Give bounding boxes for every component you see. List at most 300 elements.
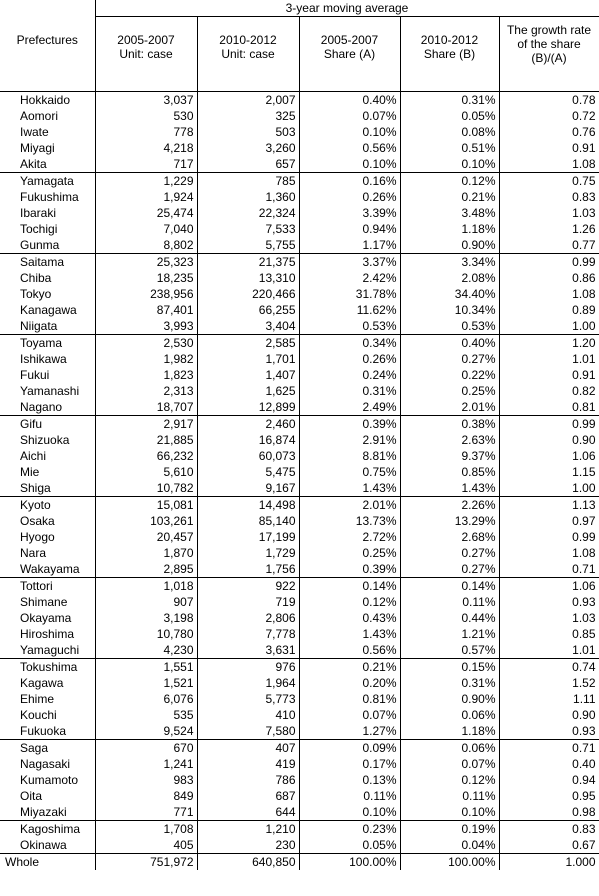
cell-share-b: 0.27% [400, 351, 499, 367]
cell-growth-rate: 0.95 [499, 788, 599, 804]
cell-share-b: 3.48% [400, 205, 499, 221]
cell-growth-rate: 0.86 [499, 270, 599, 286]
cell-share-a: 0.23% [299, 821, 400, 838]
cell-cases-2010: 12,899 [197, 399, 299, 416]
cell-growth-rate: 0.90 [499, 707, 599, 723]
table-row [0, 237, 599, 254]
cell-name: Saitama [0, 254, 95, 271]
cell-name: Ehime [0, 691, 95, 707]
col-header-share-a [299, 17, 400, 92]
cell-share-a: 0.31% [299, 383, 400, 399]
cell-cases-2005: 1,823 [95, 367, 197, 383]
cell-cases-2010: 230 [197, 837, 299, 854]
cell-cases-2010: 922 [197, 578, 299, 595]
cell-cases-2005: 535 [95, 707, 197, 723]
col-header-share-b-line2: Share (B) [423, 47, 476, 61]
cell-share-b: 1.18% [400, 221, 499, 237]
cell-cases-2005: 21,885 [95, 432, 197, 448]
cell-share-a: 0.34% [299, 335, 400, 352]
table-row [0, 189, 599, 205]
table-row [0, 140, 599, 156]
cell-growth-rate: 0.91 [499, 367, 599, 383]
cell-cases-2010: 5,755 [197, 237, 299, 254]
cell-name: Kyoto [0, 497, 95, 514]
table-row [0, 221, 599, 237]
cell-cases-2005: 1,924 [95, 189, 197, 205]
cell-name: Tochigi [0, 221, 95, 237]
cell-name: Ibaraki [0, 205, 95, 221]
cell-name: Nara [0, 545, 95, 561]
table-row [0, 659, 599, 676]
cell-cases-2010: 2,585 [197, 335, 299, 352]
cell-cases-2010: 21,375 [197, 254, 299, 271]
cell-cases-2005: 18,235 [95, 270, 197, 286]
cell-cases-2010: 786 [197, 772, 299, 788]
cell-cases-2010: 1,625 [197, 383, 299, 399]
cell-share-b: 0.10% [400, 156, 499, 173]
table-row [0, 173, 599, 190]
cell-share-b: 0.85% [400, 464, 499, 480]
cell-growth-rate: 0.74 [499, 659, 599, 676]
cell-share-a: 0.25% [299, 545, 400, 561]
table-row [0, 626, 599, 642]
cell-growth-rate: 1.20 [499, 335, 599, 352]
cell-share-a: 13.73% [299, 513, 400, 529]
cell-cases-2005: 2,895 [95, 561, 197, 578]
cell-share-a: 2.42% [299, 270, 400, 286]
table-row [0, 513, 599, 529]
cell-name: Kouchi [0, 707, 95, 723]
cell-cases-2005: 530 [95, 108, 197, 124]
cell-cases-2005: 849 [95, 788, 197, 804]
col-header-share-b-line1: 2010-2012 [420, 33, 479, 47]
cell-cases-2010: 5,475 [197, 464, 299, 480]
table-row [0, 723, 599, 740]
table-row [0, 642, 599, 659]
table-row [0, 156, 599, 173]
cell-cases-2010: 2,460 [197, 416, 299, 433]
total-cell-cases-2010: 640,850 [197, 854, 299, 871]
cell-share-b: 0.06% [400, 707, 499, 723]
table-row [0, 335, 599, 352]
cell-name: Mie [0, 464, 95, 480]
cell-cases-2005: 10,780 [95, 626, 197, 642]
table-row [0, 124, 599, 140]
cell-name: Kagoshima [0, 821, 95, 838]
cell-cases-2005: 20,457 [95, 529, 197, 545]
cell-cases-2010: 1,210 [197, 821, 299, 838]
cell-growth-rate: 0.99 [499, 254, 599, 271]
col-header-share-a-line2: Share (A) [323, 47, 376, 61]
table-row [0, 383, 599, 399]
table-row [0, 740, 599, 757]
cell-name: Iwate [0, 124, 95, 140]
table-row [0, 399, 599, 416]
col-header-cases-2010-line1: 2010-2012 [219, 33, 277, 47]
cell-growth-rate: 1.13 [499, 497, 599, 514]
table-row [0, 416, 599, 433]
cell-share-a: 1.27% [299, 723, 400, 740]
cell-growth-rate: 1.03 [499, 610, 599, 626]
cell-cases-2005: 670 [95, 740, 197, 757]
cell-cases-2005: 4,218 [95, 140, 197, 156]
cell-share-b: 0.31% [400, 92, 499, 109]
cell-name: Yamanashi [0, 383, 95, 399]
cell-cases-2010: 22,324 [197, 205, 299, 221]
cell-growth-rate: 0.98 [499, 804, 599, 821]
cell-growth-rate: 1.08 [499, 545, 599, 561]
table-row [0, 302, 599, 318]
cell-share-b: 2.08% [400, 270, 499, 286]
col-header-share-b [400, 17, 499, 92]
table-row [0, 529, 599, 545]
cell-name: Hokkaido [0, 92, 95, 109]
cell-cases-2005: 18,707 [95, 399, 197, 416]
cell-cases-2010: 17,199 [197, 529, 299, 545]
cell-name: Wakayama [0, 561, 95, 578]
cell-name: Gifu [0, 416, 95, 433]
table-row [0, 318, 599, 335]
cell-cases-2005: 87,401 [95, 302, 197, 318]
cell-share-b: 0.90% [400, 691, 499, 707]
cell-share-b: 0.10% [400, 804, 499, 821]
cell-share-a: 3.39% [299, 205, 400, 221]
total-cell-growth-rate: 1.000 [499, 854, 599, 871]
cell-growth-rate: 0.90 [499, 432, 599, 448]
cell-share-a: 0.53% [299, 318, 400, 335]
total-cell-cases-2005: 751,972 [95, 854, 197, 871]
cell-growth-rate: 0.93 [499, 594, 599, 610]
cell-share-a: 0.07% [299, 707, 400, 723]
table-row [0, 545, 599, 561]
table-row [0, 707, 599, 723]
cell-share-b: 1.18% [400, 723, 499, 740]
cell-cases-2005: 2,313 [95, 383, 197, 399]
cell-cases-2005: 405 [95, 837, 197, 854]
cell-cases-2005: 2,530 [95, 335, 197, 352]
cell-share-b: 0.40% [400, 335, 499, 352]
cell-name: Chiba [0, 270, 95, 286]
cell-share-a: 0.11% [299, 788, 400, 804]
cell-name: Fukui [0, 367, 95, 383]
cell-cases-2010: 1,964 [197, 675, 299, 691]
cell-name: Kagawa [0, 675, 95, 691]
cell-share-a: 2.49% [299, 399, 400, 416]
cell-name: Shizuoka [0, 432, 95, 448]
cell-share-b: 2.63% [400, 432, 499, 448]
col-header-growth-rate [499, 17, 599, 92]
cell-name: Aomori [0, 108, 95, 124]
cell-share-b: 0.15% [400, 659, 499, 676]
cell-name: Akita [0, 156, 95, 173]
table-row [0, 108, 599, 124]
cell-name: Okinawa [0, 837, 95, 854]
cell-share-b: 1.43% [400, 480, 499, 497]
cell-share-b: 3.34% [400, 254, 499, 271]
cell-share-b: 0.44% [400, 610, 499, 626]
cell-cases-2005: 238,956 [95, 286, 197, 302]
cell-name: Oita [0, 788, 95, 804]
cell-share-b: 34.40% [400, 286, 499, 302]
col-header-cases-2005 [95, 17, 197, 92]
cell-share-b: 10.34% [400, 302, 499, 318]
cell-growth-rate: 0.40 [499, 756, 599, 772]
cell-cases-2005: 10,782 [95, 480, 197, 497]
cell-cases-2010: 220,466 [197, 286, 299, 302]
cell-cases-2005: 907 [95, 594, 197, 610]
cell-name: Tokyo [0, 286, 95, 302]
cell-cases-2010: 16,874 [197, 432, 299, 448]
cell-share-a: 0.75% [299, 464, 400, 480]
cell-growth-rate: 1.52 [499, 675, 599, 691]
cell-cases-2010: 3,404 [197, 318, 299, 335]
cell-name: Gunma [0, 237, 95, 254]
cell-growth-rate: 1.01 [499, 642, 599, 659]
cell-name: Kumamoto [0, 772, 95, 788]
table-row [0, 561, 599, 578]
col-header-share-a-line1: 2005-2007 [320, 33, 379, 47]
cell-growth-rate: 0.81 [499, 399, 599, 416]
col-header-prefectures: Prefectures [0, 17, 95, 92]
cell-share-b: 2.01% [400, 399, 499, 416]
cell-growth-rate: 1.26 [499, 221, 599, 237]
cell-cases-2005: 778 [95, 124, 197, 140]
cell-cases-2005: 1,982 [95, 351, 197, 367]
table-row [0, 610, 599, 626]
cell-growth-rate: 1.08 [499, 156, 599, 173]
cell-share-b: 0.27% [400, 545, 499, 561]
col-header-cases-2005-line1: 2005-2007 [117, 33, 175, 47]
cell-growth-rate: 0.67 [499, 837, 599, 854]
cell-growth-rate: 0.93 [499, 723, 599, 740]
total-row [0, 854, 599, 871]
total-cell-name: Whole [0, 854, 95, 871]
cell-cases-2005: 5,610 [95, 464, 197, 480]
cell-share-a: 0.40% [299, 92, 400, 109]
cell-name: Miyagi [0, 140, 95, 156]
cell-growth-rate: 0.97 [499, 513, 599, 529]
cell-cases-2010: 976 [197, 659, 299, 676]
table-row [0, 675, 599, 691]
table-row [0, 788, 599, 804]
cell-share-b: 0.51% [400, 140, 499, 156]
total-cell-share-b: 100.00% [400, 854, 499, 871]
cell-cases-2005: 1,551 [95, 659, 197, 676]
cell-cases-2005: 15,081 [95, 497, 197, 514]
cell-share-a: 2.01% [299, 497, 400, 514]
cell-share-b: 0.11% [400, 788, 499, 804]
cell-cases-2010: 9,167 [197, 480, 299, 497]
cell-share-a: 1.43% [299, 626, 400, 642]
cell-cases-2010: 719 [197, 594, 299, 610]
cell-growth-rate: 1.00 [499, 318, 599, 335]
cell-cases-2010: 1,407 [197, 367, 299, 383]
cell-share-b: 0.14% [400, 578, 499, 595]
cell-growth-rate: 0.99 [499, 529, 599, 545]
cell-name: Osaka [0, 513, 95, 529]
cell-cases-2005: 1,708 [95, 821, 197, 838]
cell-share-b: 0.08% [400, 124, 499, 140]
table-row [0, 821, 599, 838]
cell-share-b: 0.57% [400, 642, 499, 659]
table-row [0, 254, 599, 271]
cell-growth-rate: 0.91 [499, 140, 599, 156]
col-header-growth-rate-line1: The growth rate [506, 23, 592, 37]
cell-growth-rate: 0.85 [499, 626, 599, 642]
cell-cases-2005: 3,993 [95, 318, 197, 335]
cell-name: Hiroshima [0, 626, 95, 642]
cell-cases-2010: 85,140 [197, 513, 299, 529]
cell-cases-2005: 2,917 [95, 416, 197, 433]
cell-growth-rate: 0.99 [499, 416, 599, 433]
table-row [0, 756, 599, 772]
table-row [0, 92, 599, 109]
cell-share-b: 0.12% [400, 772, 499, 788]
cell-growth-rate: 0.72 [499, 108, 599, 124]
cell-share-b: 13.29% [400, 513, 499, 529]
col-header-cases-2010-line2: Unit: case [221, 47, 275, 61]
cell-share-a: 1.43% [299, 480, 400, 497]
cell-cases-2005: 717 [95, 156, 197, 173]
table-row [0, 691, 599, 707]
cell-share-a: 0.26% [299, 189, 400, 205]
cell-share-a: 0.14% [299, 578, 400, 595]
cell-cases-2005: 983 [95, 772, 197, 788]
cell-cases-2005: 1,241 [95, 756, 197, 772]
cell-name: Hyogo [0, 529, 95, 545]
cell-cases-2010: 1,756 [197, 561, 299, 578]
cell-name: Okayama [0, 610, 95, 626]
cell-cases-2010: 60,073 [197, 448, 299, 464]
cell-share-a: 0.21% [299, 659, 400, 676]
table-row [0, 432, 599, 448]
group-title: 3-year moving average [95, 0, 599, 17]
cell-growth-rate: 1.06 [499, 448, 599, 464]
cell-share-a: 0.94% [299, 221, 400, 237]
cell-name: Aichi [0, 448, 95, 464]
cell-cases-2010: 785 [197, 173, 299, 190]
cell-cases-2005: 6,076 [95, 691, 197, 707]
cell-share-a: 2.91% [299, 432, 400, 448]
cell-share-b: 0.19% [400, 821, 499, 838]
col-header-growth-rate-line3: (B)/(A) [531, 51, 567, 65]
cell-name: Ishikawa [0, 351, 95, 367]
cell-share-b: 2.68% [400, 529, 499, 545]
cell-share-a: 31.78% [299, 286, 400, 302]
cell-name: Yamagata [0, 173, 95, 190]
cell-share-b: 0.27% [400, 561, 499, 578]
cell-share-a: 0.05% [299, 837, 400, 854]
table-row [0, 772, 599, 788]
cell-share-b: 1.21% [400, 626, 499, 642]
cell-growth-rate: 0.94 [499, 772, 599, 788]
table-row [0, 497, 599, 514]
cell-share-b: 0.38% [400, 416, 499, 433]
cell-cases-2010: 7,533 [197, 221, 299, 237]
cell-growth-rate: 0.71 [499, 561, 599, 578]
cell-cases-2005: 25,474 [95, 205, 197, 221]
cell-share-a: 3.37% [299, 254, 400, 271]
cell-cases-2010: 657 [197, 156, 299, 173]
cell-growth-rate: 0.83 [499, 821, 599, 838]
cell-cases-2010: 14,498 [197, 497, 299, 514]
cell-growth-rate: 0.71 [499, 740, 599, 757]
table-row [0, 804, 599, 821]
table-row [0, 448, 599, 464]
cell-cases-2010: 3,260 [197, 140, 299, 156]
cell-growth-rate: 1.06 [499, 578, 599, 595]
cell-cases-2005: 103,261 [95, 513, 197, 529]
cell-cases-2010: 644 [197, 804, 299, 821]
cell-cases-2005: 66,232 [95, 448, 197, 464]
cell-cases-2005: 3,037 [95, 92, 197, 109]
cell-share-a: 0.81% [299, 691, 400, 707]
cell-share-a: 0.17% [299, 756, 400, 772]
cell-name: Saga [0, 740, 95, 757]
cell-name: Nagano [0, 399, 95, 416]
cell-share-a: 0.10% [299, 804, 400, 821]
cell-share-a: 2.72% [299, 529, 400, 545]
cell-growth-rate: 1.00 [499, 480, 599, 497]
cell-cases-2010: 1,729 [197, 545, 299, 561]
cell-share-a: 0.12% [299, 594, 400, 610]
cell-cases-2010: 410 [197, 707, 299, 723]
cell-cases-2010: 1,701 [197, 351, 299, 367]
cell-name: Yamaguchi [0, 642, 95, 659]
cell-cases-2010: 1,360 [197, 189, 299, 205]
cell-share-b: 0.31% [400, 675, 499, 691]
cell-share-b: 0.05% [400, 108, 499, 124]
total-cell-share-a: 100.00% [299, 854, 400, 871]
cell-share-a: 0.10% [299, 156, 400, 173]
cell-share-a: 0.09% [299, 740, 400, 757]
cell-cases-2010: 2,806 [197, 610, 299, 626]
cell-name: Nagasaki [0, 756, 95, 772]
cell-share-a: 0.10% [299, 124, 400, 140]
cell-share-a: 0.24% [299, 367, 400, 383]
cell-cases-2010: 687 [197, 788, 299, 804]
header-corner [0, 0, 95, 17]
cell-share-b: 0.06% [400, 740, 499, 757]
cell-name: Toyama [0, 335, 95, 352]
cell-share-b: 0.25% [400, 383, 499, 399]
cell-growth-rate: 0.76 [499, 124, 599, 140]
cell-share-a: 0.43% [299, 610, 400, 626]
cell-cases-2005: 771 [95, 804, 197, 821]
cell-cases-2005: 9,524 [95, 723, 197, 740]
cell-growth-rate: 1.11 [499, 691, 599, 707]
cell-share-b: 0.04% [400, 837, 499, 854]
cell-share-b: 9.37% [400, 448, 499, 464]
cell-share-b: 0.90% [400, 237, 499, 254]
cell-share-a: 0.20% [299, 675, 400, 691]
cell-cases-2005: 7,040 [95, 221, 197, 237]
cell-share-b: 0.21% [400, 189, 499, 205]
cell-cases-2010: 13,310 [197, 270, 299, 286]
cell-cases-2005: 3,198 [95, 610, 197, 626]
cell-share-a: 0.39% [299, 561, 400, 578]
table-row [0, 351, 599, 367]
cell-cases-2010: 503 [197, 124, 299, 140]
cell-share-a: 0.13% [299, 772, 400, 788]
table-row [0, 464, 599, 480]
table-row [0, 286, 599, 302]
cell-share-a: 8.81% [299, 448, 400, 464]
cell-growth-rate: 1.15 [499, 464, 599, 480]
col-header-cases-2010 [197, 17, 299, 92]
cell-share-a: 0.07% [299, 108, 400, 124]
cell-share-b: 0.12% [400, 173, 499, 190]
